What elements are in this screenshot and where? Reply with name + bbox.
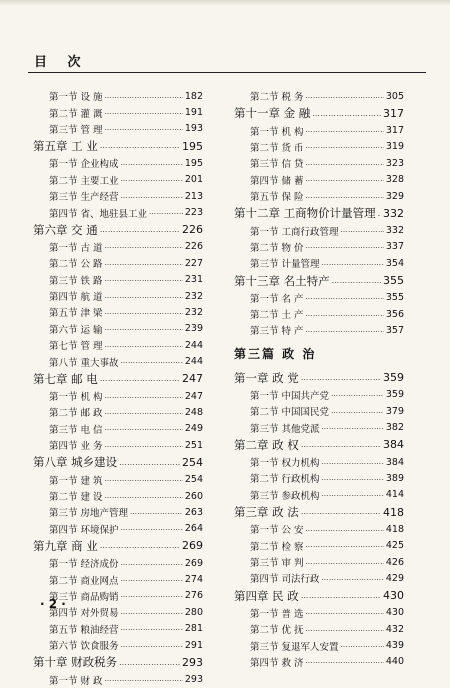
toc-chapter-entry bbox=[234, 503, 404, 521]
leader-dots bbox=[306, 243, 384, 250]
leader-dots bbox=[121, 642, 183, 649]
toc-part-label: 第三篇 政 治 bbox=[234, 347, 317, 362]
leader-dots bbox=[306, 327, 384, 334]
toc-entry-page: 232 bbox=[184, 306, 203, 318]
toc-part-heading bbox=[234, 339, 404, 369]
toc-entry-label: 第七节 管 理 bbox=[49, 341, 103, 353]
page-number: · 2 · bbox=[40, 597, 66, 611]
toc-entry-label: 第三章 政 法 bbox=[234, 505, 299, 520]
leader-dots bbox=[331, 408, 384, 415]
leader-dots bbox=[121, 193, 183, 200]
toc-entry-page: 201 bbox=[184, 174, 203, 186]
toc-entry-label: 第四章 民 政 bbox=[234, 588, 299, 603]
toc-entry-page: 248 bbox=[184, 406, 203, 418]
toc-entry-page: 227 bbox=[184, 257, 203, 269]
toc-section-entry bbox=[33, 621, 203, 637]
toc-entry-page: 332 bbox=[383, 206, 404, 220]
toc-section-entry bbox=[234, 637, 404, 653]
leader-dots bbox=[121, 625, 183, 632]
toc-entry-label: 第一节 企业构成 bbox=[49, 159, 119, 171]
toc-entry-label: 第八节 重大事故 bbox=[49, 357, 119, 369]
toc-entry-page: 319 bbox=[385, 141, 404, 153]
toc-section-entry bbox=[33, 88, 203, 104]
toc-entry-label: 第二节 检 察 bbox=[250, 541, 304, 553]
toc-entry-label: 第二节 优 抚 bbox=[250, 625, 304, 637]
toc-entry-label: 第一节 普 选 bbox=[250, 608, 304, 620]
leader-dots bbox=[306, 143, 384, 150]
leader-dots bbox=[306, 658, 384, 665]
toc-entry-page: 231 bbox=[184, 274, 203, 286]
toc-entry-page: 317 bbox=[385, 125, 404, 137]
leader-dots bbox=[121, 358, 183, 365]
toc-entry-page: 293 bbox=[184, 674, 203, 686]
toc-entry-label: 第十章 财政税务 bbox=[33, 655, 118, 670]
toc-entry-label: 第二节 邮 政 bbox=[49, 408, 103, 420]
toc-section-entry bbox=[33, 671, 203, 687]
toc-section-entry bbox=[33, 521, 203, 537]
toc-entry-label: 第一节 中国共产党 bbox=[250, 390, 330, 402]
toc-section-entry bbox=[33, 272, 203, 288]
toc-section-entry bbox=[33, 204, 203, 220]
toc-entry-label: 第一节 公 安 bbox=[250, 525, 304, 537]
toc-section-entry bbox=[234, 122, 404, 138]
toc-entry-label: 第三节 信 贷 bbox=[250, 159, 304, 171]
leader-dots bbox=[130, 509, 183, 516]
toc-entry-label: 第二节 货 币 bbox=[250, 142, 304, 154]
leader-dots bbox=[105, 93, 183, 100]
toc-section-entry bbox=[234, 155, 404, 171]
toc-entry-label: 第二节 物 价 bbox=[250, 242, 304, 254]
toc-entry-label: 第五节 津 梁 bbox=[49, 308, 103, 320]
leader-dots bbox=[306, 311, 384, 318]
toc-chapter-entry bbox=[33, 221, 203, 239]
toc-entry-label: 第二节 主要工业 bbox=[49, 175, 119, 187]
toc-section-entry bbox=[33, 304, 203, 320]
toc-chapter-entry bbox=[234, 436, 404, 454]
toc-entry-page: 223 bbox=[184, 207, 203, 219]
toc-section-entry bbox=[234, 172, 404, 188]
toc-chapter-entry bbox=[33, 370, 203, 388]
leader-dots bbox=[119, 459, 180, 467]
toc-section-entry bbox=[234, 621, 404, 637]
toc-entry-page: 355 bbox=[385, 292, 404, 304]
toc-section-entry bbox=[33, 121, 203, 137]
leader-dots bbox=[119, 659, 180, 667]
toc-entry-label: 第四节 救 济 bbox=[250, 657, 304, 669]
toc-chapter-entry bbox=[234, 369, 404, 387]
leader-dots bbox=[105, 393, 183, 400]
toc-entry-page: 254 bbox=[184, 474, 203, 486]
toc-entry-page: 249 bbox=[184, 423, 203, 435]
leader-dots bbox=[301, 441, 381, 449]
toc-entry-page: 425 bbox=[385, 540, 404, 552]
leader-dots bbox=[105, 243, 183, 250]
toc-entry-page: 418 bbox=[385, 523, 404, 535]
leader-dots bbox=[121, 176, 183, 183]
toc-entry-page: 244 bbox=[184, 356, 203, 368]
toc-entry-label: 第一节 工商行政管理 bbox=[250, 226, 339, 238]
leader-dots bbox=[306, 127, 384, 134]
page-title: 目 次 bbox=[34, 55, 89, 70]
toc-entry-page: 260 bbox=[184, 490, 203, 502]
toc-entry-label: 第三节 审 判 bbox=[250, 558, 304, 569]
toc-entry-label: 第四节 环境保护 bbox=[49, 524, 119, 536]
leader-dots bbox=[100, 142, 180, 150]
toc-section-entry bbox=[234, 419, 404, 435]
leader-dots bbox=[100, 542, 180, 550]
toc-entry-label: 第一节 权力机构 bbox=[250, 458, 320, 470]
toc-entry-label: 第三节 生产经营 bbox=[49, 192, 119, 204]
toc-entry-label: 第二节 建 设 bbox=[49, 492, 103, 503]
toc-section-entry bbox=[234, 654, 404, 670]
leader-dots bbox=[105, 293, 183, 300]
leader-dots bbox=[105, 676, 183, 683]
toc-entry-page: 213 bbox=[184, 190, 203, 202]
toc-entry-page: 329 bbox=[385, 190, 404, 202]
toc-section-entry bbox=[234, 403, 404, 419]
toc-section-entry bbox=[234, 605, 404, 621]
leader-dots bbox=[322, 260, 384, 267]
toc-entry-label: 第十一章 金 融 bbox=[234, 106, 311, 121]
toc-chapter-entry bbox=[234, 587, 404, 605]
leader-dots bbox=[105, 260, 183, 267]
toc-entry-page: 254 bbox=[182, 455, 203, 469]
toc-section-entry bbox=[33, 337, 203, 353]
toc-entry-label: 第二节 税 务 bbox=[250, 92, 304, 104]
leader-dots bbox=[341, 227, 384, 234]
leader-dots bbox=[105, 425, 183, 432]
toc-section-entry bbox=[234, 570, 404, 586]
leader-dots bbox=[105, 276, 183, 283]
toc-entry-label: 第一节 机 构 bbox=[250, 126, 304, 138]
toc-entry-label: 第二节 商业网点 bbox=[49, 575, 119, 587]
toc-entry-label: 第一章 政 党 bbox=[234, 370, 299, 385]
toc-entry-label: 第二节 中国国民党 bbox=[250, 407, 330, 419]
toc-entry-page: 276 bbox=[184, 590, 203, 602]
toc-entry-page: 359 bbox=[383, 371, 404, 385]
toc-entry-label: 第五章 工 业 bbox=[33, 139, 98, 154]
toc-section-entry bbox=[33, 637, 203, 653]
leader-dots bbox=[306, 93, 384, 100]
toc-entry-label: 第四节 省、地驻县工业 bbox=[49, 208, 148, 220]
toc-section-entry bbox=[234, 139, 404, 155]
leader-dots bbox=[105, 409, 183, 416]
leader-dots bbox=[306, 526, 384, 533]
toc-entry-page: 414 bbox=[385, 489, 404, 501]
toc-section-entry bbox=[33, 421, 203, 437]
toc-section-entry bbox=[234, 290, 404, 306]
leader-dots bbox=[306, 294, 384, 301]
toc-section-entry bbox=[33, 321, 203, 337]
toc-section-entry bbox=[234, 306, 404, 322]
toc-entry-page: 382 bbox=[385, 422, 404, 434]
toc-section-entry bbox=[33, 488, 203, 504]
toc-entry-label: 第五节 粮油经营 bbox=[49, 624, 119, 636]
toc-entry-label: 第一节 财 政 bbox=[49, 675, 103, 687]
toc-entry-label: 第三节 参政机构 bbox=[250, 490, 320, 502]
toc-entry-label: 第二节 灌 溉 bbox=[49, 108, 103, 120]
toc-section-entry bbox=[33, 571, 203, 587]
leader-dots bbox=[105, 125, 183, 132]
toc-entry-page: 195 bbox=[182, 139, 203, 153]
leader-dots bbox=[121, 560, 183, 567]
leader-dots bbox=[105, 476, 183, 483]
toc-entry-page: 232 bbox=[184, 290, 203, 302]
toc-entry-label: 第四节 航 道 bbox=[49, 292, 103, 304]
toc-entry-page: 384 bbox=[385, 456, 404, 468]
toc-entry-label: 第九章 商 业 bbox=[33, 538, 98, 553]
toc-chapter-entry bbox=[234, 272, 404, 290]
toc-entry-page: 355 bbox=[383, 274, 404, 288]
toc-entry-page: 182 bbox=[184, 90, 203, 102]
toc-entry-label: 第三节 商品购销 bbox=[49, 591, 119, 603]
toc-entry-label: 第一节 机 构 bbox=[49, 392, 103, 404]
leader-dots bbox=[105, 109, 183, 116]
toc-entry-label: 第七章 邮 电 bbox=[33, 371, 98, 386]
toc-entry-page: 269 bbox=[184, 557, 203, 569]
toc-section-entry bbox=[33, 188, 203, 204]
toc-section-entry bbox=[234, 537, 404, 553]
toc-section-entry bbox=[234, 487, 404, 503]
toc-entry-page: 269 bbox=[182, 539, 203, 553]
leader-dots bbox=[121, 160, 183, 167]
toc-entry-page: 389 bbox=[385, 472, 404, 484]
leader-dots bbox=[121, 525, 183, 532]
leader-dots bbox=[301, 374, 381, 382]
toc-entry-label: 第三节 其他党派 bbox=[250, 423, 320, 435]
toc-entry-page: 293 bbox=[182, 655, 203, 669]
toc-section-entry bbox=[33, 172, 203, 188]
toc-entry-label: 第一节 古 道 bbox=[49, 242, 103, 254]
toc-entry-label: 第十二章 工商物价计量管理 bbox=[234, 206, 376, 221]
toc-entry-page: 430 bbox=[385, 607, 404, 619]
toc-entry-page: 226 bbox=[184, 241, 203, 253]
leader-dots bbox=[105, 325, 183, 332]
leader-dots bbox=[312, 110, 381, 118]
leader-dots bbox=[301, 508, 381, 516]
toc-chapter-entry bbox=[234, 104, 404, 122]
toc-entry-label: 第四节 储 蓄 bbox=[250, 175, 304, 187]
toc-entry-label: 第八章 城乡建设 bbox=[33, 455, 118, 470]
toc-section-entry bbox=[234, 454, 404, 470]
toc-section-entry bbox=[33, 255, 203, 271]
toc-entry-label: 第二节 公 路 bbox=[49, 259, 103, 271]
leader-dots bbox=[306, 542, 384, 549]
leader-dots bbox=[121, 609, 183, 616]
toc-entry-label: 第四节 对外贸易 bbox=[49, 608, 119, 620]
toc-entry-page: 239 bbox=[184, 323, 203, 335]
toc-entry-page: 418 bbox=[383, 505, 404, 519]
toc-entry-label: 第十三章 名土特产 bbox=[234, 273, 330, 288]
leader-dots bbox=[105, 309, 183, 316]
toc-section-entry bbox=[234, 239, 404, 255]
toc-section-entry bbox=[234, 554, 404, 570]
toc-entry-page: 226 bbox=[182, 223, 203, 237]
leader-dots bbox=[322, 459, 384, 466]
toc-entry-label: 第六节 饮食服务 bbox=[49, 641, 119, 653]
toc-entry-page: 264 bbox=[184, 523, 203, 535]
leader-dots bbox=[322, 575, 384, 582]
toc-chapter-entry bbox=[234, 204, 404, 222]
toc-entry-label: 第三节 管 理 bbox=[49, 124, 103, 136]
toc-entry-page: 384 bbox=[383, 438, 404, 452]
toc-entry-page: 247 bbox=[184, 390, 203, 402]
leader-dots bbox=[306, 609, 384, 616]
leader-dots bbox=[105, 342, 183, 349]
leader-dots bbox=[121, 592, 183, 599]
toc-entry-page: 357 bbox=[385, 324, 404, 336]
toc-entry-page: 247 bbox=[182, 372, 203, 386]
toc-entry-page: 274 bbox=[184, 574, 203, 586]
toc-entry-page: 426 bbox=[385, 556, 404, 568]
toc-entry-page: 195 bbox=[184, 157, 203, 169]
toc-entry-page: 317 bbox=[383, 106, 404, 120]
leader-dots bbox=[306, 193, 384, 200]
toc-entry-page: 328 bbox=[385, 174, 404, 186]
toc-right-column bbox=[234, 88, 404, 670]
toc-section-entry bbox=[234, 188, 404, 204]
toc-entry-label: 第二节 行政机构 bbox=[250, 474, 320, 486]
toc-entry-page: 323 bbox=[385, 157, 404, 169]
toc-entry-label: 第一节 名 产 bbox=[250, 293, 304, 305]
toc-entry-page: 429 bbox=[385, 572, 404, 584]
leader-dots bbox=[100, 226, 180, 234]
toc-entry-page: 332 bbox=[385, 225, 404, 237]
leader-dots bbox=[301, 592, 381, 600]
leader-dots bbox=[332, 277, 381, 285]
toc-entry-page: 263 bbox=[184, 506, 203, 518]
toc-entry-label: 第四节 司法行政 bbox=[250, 574, 320, 586]
toc-section-entry bbox=[234, 521, 404, 537]
toc-section-entry bbox=[234, 470, 404, 486]
toc-entry-page: 356 bbox=[385, 308, 404, 320]
toc-entry-label: 第三节 铁 路 bbox=[49, 275, 103, 287]
toc-chapter-entry bbox=[33, 137, 203, 155]
toc-entry-page: 281 bbox=[184, 623, 203, 635]
leader-dots bbox=[322, 491, 384, 498]
toc-chapter-entry bbox=[33, 537, 203, 555]
toc-chapter-entry bbox=[33, 653, 203, 671]
toc-chapter-entry bbox=[33, 453, 203, 471]
toc-entry-page: 305 bbox=[385, 90, 404, 102]
toc-entry-label: 第四节 业 务 bbox=[49, 441, 103, 453]
leader-dots bbox=[121, 576, 183, 583]
leader-dots bbox=[378, 210, 381, 218]
toc-section-entry bbox=[33, 155, 203, 171]
toc-entry-page: 337 bbox=[385, 241, 404, 253]
toc-entry-label: 第三节 电 信 bbox=[49, 424, 103, 436]
leader-dots bbox=[341, 642, 384, 649]
toc-entry-page: 251 bbox=[184, 439, 203, 451]
toc-entry-label: 第一节 建 筑 bbox=[49, 475, 103, 487]
toc-section-entry bbox=[33, 239, 203, 255]
toc-entry-page: 244 bbox=[184, 339, 203, 351]
leader-dots bbox=[105, 442, 183, 449]
toc-entry-page: 379 bbox=[385, 405, 404, 417]
toc-entry-page: 291 bbox=[184, 639, 203, 651]
toc-entry-label: 第三节 计量管理 bbox=[250, 259, 320, 271]
toc-section-entry bbox=[33, 437, 203, 453]
toc-section-entry bbox=[234, 88, 404, 104]
toc-entry-label: 第六节 运 输 bbox=[49, 324, 103, 336]
leader-dots bbox=[306, 626, 384, 633]
toc-section-entry bbox=[33, 388, 203, 404]
leader-dots bbox=[306, 160, 384, 167]
leader-dots bbox=[100, 375, 180, 383]
toc-section-entry bbox=[234, 255, 404, 271]
toc-entry-page: 440 bbox=[385, 656, 404, 668]
toc-entry-label: 第三节 特 产 bbox=[250, 326, 304, 338]
leader-dots bbox=[322, 424, 384, 431]
toc-entry-page: 354 bbox=[385, 257, 404, 269]
leader-dots bbox=[306, 176, 384, 183]
toc-section-entry bbox=[234, 322, 404, 338]
leader-dots bbox=[331, 391, 384, 398]
toc-section-entry bbox=[33, 504, 203, 520]
scan-edge bbox=[0, 0, 450, 6]
toc-entry-page: 191 bbox=[184, 107, 203, 119]
toc-entry-label: 第六章 交 通 bbox=[33, 222, 98, 237]
toc-entry-label: 第一节 经济成份 bbox=[49, 559, 119, 571]
toc-entry-label: 第一节 设 施 bbox=[49, 92, 103, 104]
toc-entry-label: 第二节 土 产 bbox=[250, 310, 304, 322]
toc-section-entry bbox=[33, 555, 203, 571]
toc-section-entry bbox=[33, 353, 203, 369]
toc-section-entry bbox=[234, 387, 404, 403]
toc-section-entry bbox=[33, 288, 203, 304]
toc-section-entry bbox=[33, 104, 203, 120]
toc-entry-label: 第五节 保 险 bbox=[250, 192, 304, 204]
toc-entry-page: 439 bbox=[385, 640, 404, 652]
toc-entry-page: 430 bbox=[383, 589, 404, 603]
toc-entry-label: 第二章 政 权 bbox=[234, 437, 299, 452]
toc-entry-page: 432 bbox=[385, 623, 404, 635]
leader-dots bbox=[105, 493, 183, 500]
leader-dots bbox=[322, 475, 384, 482]
toc-section-entry bbox=[33, 404, 203, 420]
toc-entry-page: 359 bbox=[385, 389, 404, 401]
toc-entry-page: 193 bbox=[184, 123, 203, 135]
leader-dots bbox=[149, 209, 183, 216]
toc-entry-label: 第三节 复退军人安置 bbox=[250, 641, 339, 653]
header-rule bbox=[28, 72, 426, 73]
toc-section-entry bbox=[234, 222, 404, 238]
toc-entry-page: 280 bbox=[184, 606, 203, 618]
toc-entry-label: 第三节 房地产管理 bbox=[49, 508, 129, 520]
toc-section-entry bbox=[33, 471, 203, 487]
leader-dots bbox=[306, 559, 384, 566]
